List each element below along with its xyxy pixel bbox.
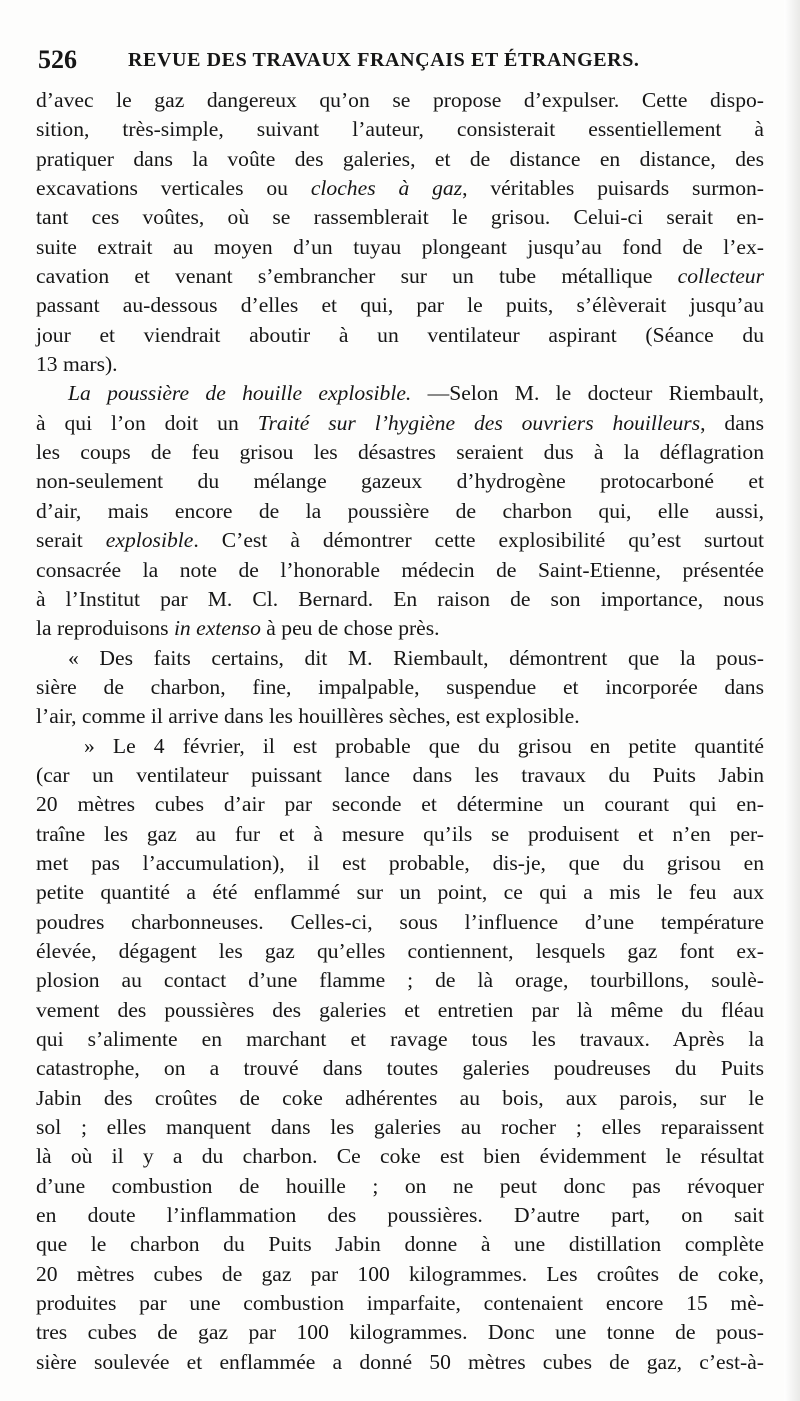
section-heading-line: La poussière de houille explosible. —Selon M. le docteur Riembault, xyxy=(68,381,764,406)
text-line: produites par une combustion imparfaite, contenaient encore 15 mè- xyxy=(36,1291,764,1316)
text-line: jour et viendrait aboutir à un ventilateur aspirant (Séance du xyxy=(36,322,764,347)
text-line: (car un ventilateur puissant lance dans les travaux du Puits Jabin xyxy=(36,762,764,787)
text-line: tant ces voûtes, où se rassemblerait le grisou. Celui-ci serait en- xyxy=(36,205,764,230)
text-line: à qui l’on doit un Traité sur l’hygiène des ouvriers houilleurs, dans xyxy=(36,410,764,435)
text-line: là où il y a du charbon. Ce coke est bien évidemment le résultat xyxy=(36,1144,764,1169)
page-header xyxy=(38,42,768,78)
italic-term: cloches à gaz xyxy=(310,176,463,201)
page-edge-shadow xyxy=(784,0,800,1401)
text-line: consacrée la note de l’honorable médecin de Saint-Etienne, présentée xyxy=(36,557,764,582)
text-line: les coups de feu grisou les désastres seraient dus à la déflagration xyxy=(36,440,764,465)
text-line: Jabin des croûtes de coke adhérentes au bois, aux parois, sur le xyxy=(36,1085,764,1110)
text-line: passant au-dessous d’elles et qui, par le puits, s’élèverait jusqu’au xyxy=(36,293,764,318)
text-line: l’air, comme il arrive dans les houillères sèches, est explosible. xyxy=(36,704,580,729)
text-line: poudres charbonneuses. Celles-ci, sous l’influence d’une température xyxy=(36,909,764,934)
text-line: non-seulement du mélange gazeux d’hydrogène protocarboné et xyxy=(36,469,764,494)
text-line: 20 mètres cubes d’air par seconde et détermine un courant qui en- xyxy=(36,792,764,817)
text-line: que le charbon du Puits Jabin donne à une distillation complète xyxy=(36,1232,764,1257)
text-line: traîne les gaz au fur et à mesure qu’ils se produisent et n’en per- xyxy=(36,821,764,846)
text-line: sol ; elles manquent dans les galeries au rocher ; elles reparaissent xyxy=(36,1115,764,1140)
text-line: plosion au contact d’une flamme ; de là orage, tourbillons, soulè- xyxy=(36,968,764,993)
text-line: d’une combustion de houille ; on ne peut donc pas révoquer xyxy=(36,1173,764,1198)
text-line: tres cubes de gaz par 100 kilogrammes. Donc une tonne de pous- xyxy=(36,1320,764,1345)
text-line: qui s’alimente en marchant et ravage tous les travaux. Après la xyxy=(36,1027,764,1051)
text-line: suite extrait au moyen d’un tuyau plongeant jusqu’au fond de l’ex- xyxy=(36,234,764,259)
text-line: petite quantité a été enflammé sur un point, ce qui a mis le feu aux xyxy=(36,880,764,905)
text-line: sition, très-simple, suivant l’auteur, consisterait essentiellement à xyxy=(36,117,764,142)
page-number: 526 xyxy=(38,45,77,74)
text-line: sière de charbon, fine, impalpable, suspendue et incorporée dans xyxy=(36,674,764,699)
italic-title: Traité sur l’hygiène des ouvriers houilleurs xyxy=(257,410,701,435)
text-line: cavation et venant s’embrancher sur un tube métallique collecteur xyxy=(36,264,764,289)
text-line: vement des poussières des galeries et entretien par là même du fléau xyxy=(36,997,764,1022)
italic-term: collecteur xyxy=(677,264,764,289)
text-line: » Le 4 février, il est probable que du grisou en petite quantité xyxy=(84,733,764,758)
text-line: élevée, dégagent les gaz qu’elles contiennent, lesquels gaz font ex- xyxy=(36,938,764,963)
italic-term: in extenso xyxy=(173,616,261,641)
text-line: 13 mars). xyxy=(36,352,118,377)
text-line: pratiquer dans la voûte des galeries, et de distance en distance, des xyxy=(36,146,764,171)
text-line: « Des faits certains, dit M. Riembault, démontrent que la pous- xyxy=(68,645,764,670)
text-line: à l’Institut par M. Cl. Bernard. En raison de son importance, nous xyxy=(36,586,764,611)
italic-term: explosible xyxy=(105,528,194,553)
text-line: d’avec le gaz dangereux qu’on se propose d’expulser. Cette dispo- xyxy=(36,88,764,112)
text-line: la reproduisons in extenso à peu de chose près. xyxy=(36,616,440,641)
text-line: en doute l’inflammation des poussières. D’autre part, on sait xyxy=(36,1203,764,1228)
text-line: 20 mètres cubes de gaz par 100 kilogrammes. Les croûtes de coke, xyxy=(36,1261,764,1286)
text-line: d’air, mais encore de la poussière de charbon qui, elle aussi, xyxy=(36,498,764,523)
body-text xyxy=(36,86,764,1377)
text-line: met pas l’accumulation), il est probable, dis-je, que du grisou en xyxy=(36,850,764,875)
text-line: catastrophe, on a trouvé dans toutes galeries poudreuses du Puits xyxy=(36,1056,764,1081)
text-line: excavations verticales ou cloches à gaz, véritables puisards surmon- xyxy=(36,176,764,201)
text-line: sière soulevée et enflammée a donné 50 mètres cubes de gaz, c’est-à- xyxy=(36,1349,764,1374)
running-head: REVUE DES TRAVAUX FRANÇAIS ET ÉTRANGERS. xyxy=(128,49,640,71)
section-heading: La poussière de houille explosible. xyxy=(68,381,412,406)
text-line: serait explosible. C’est à démontrer cette explosibilité qu’est surtout xyxy=(36,528,764,553)
